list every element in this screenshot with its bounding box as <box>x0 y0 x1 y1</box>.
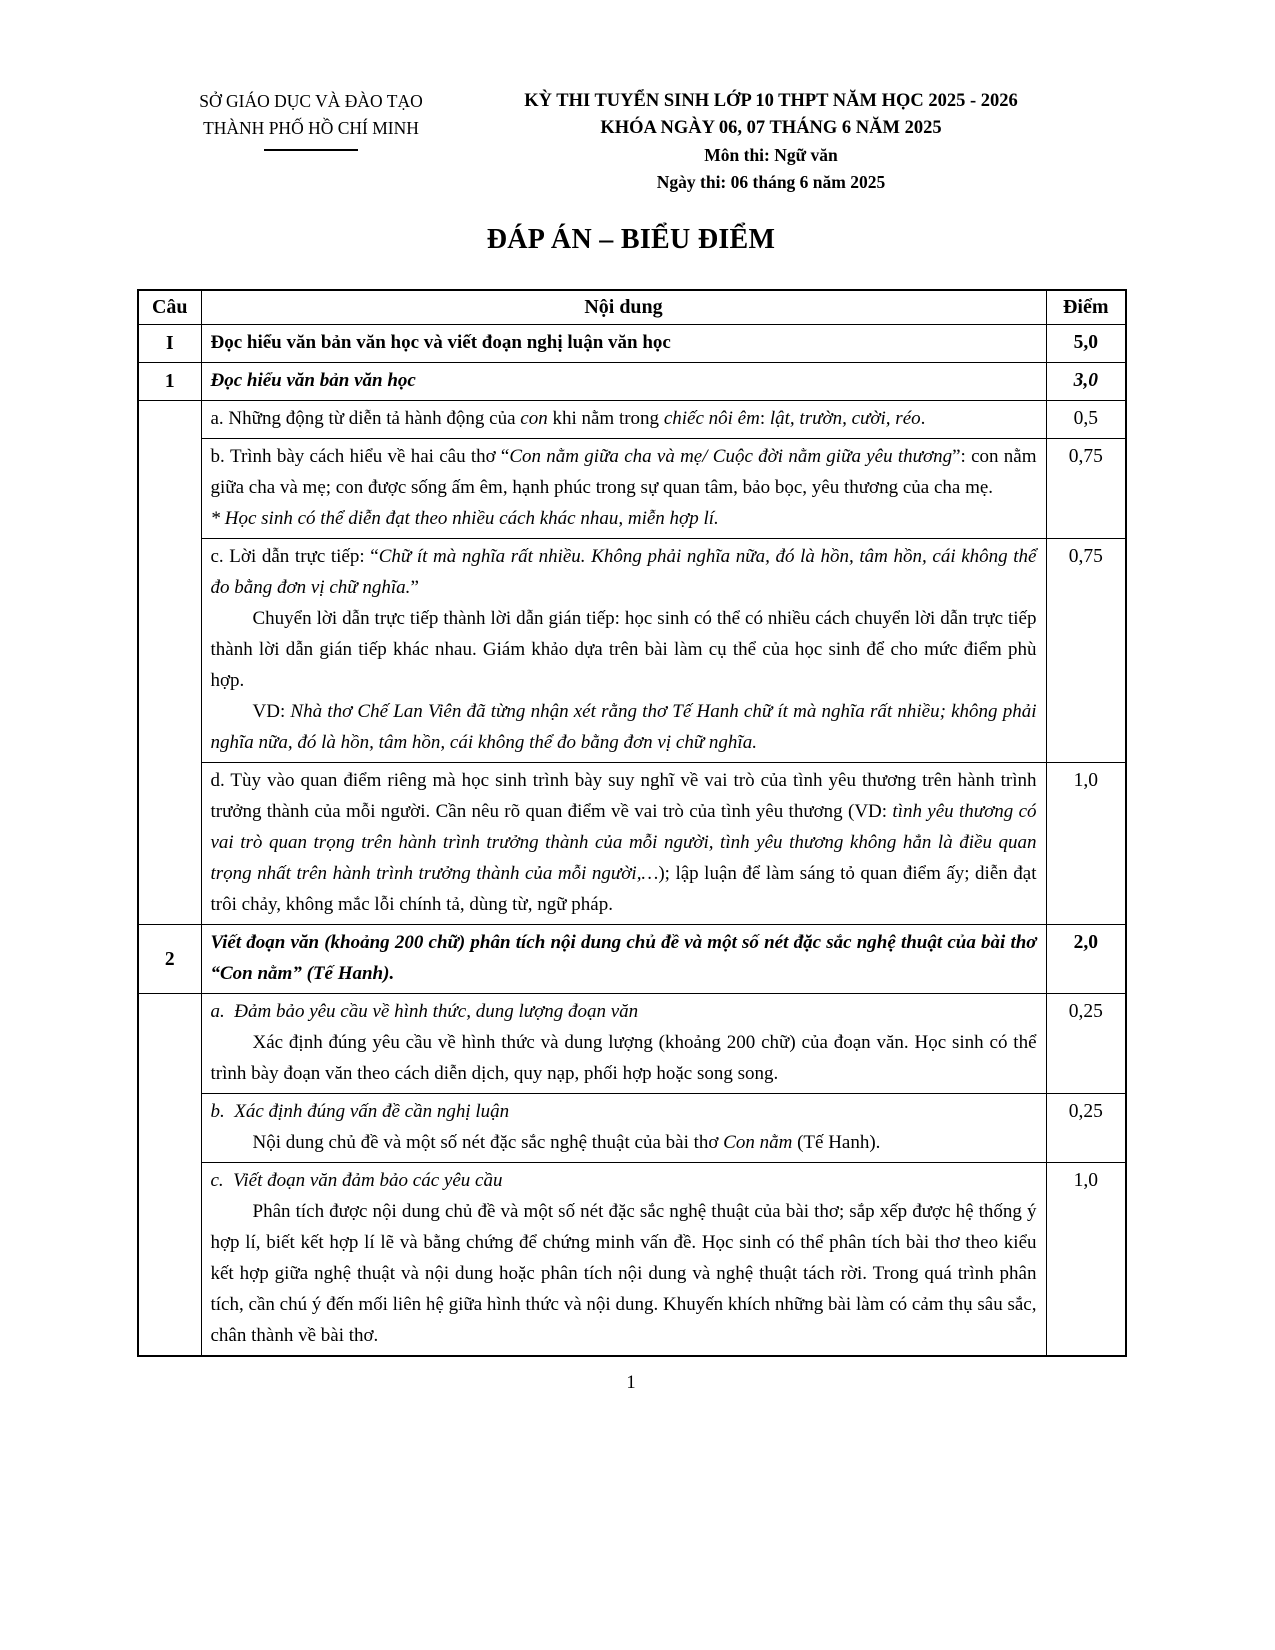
text-segment: Phân tích được nội dung chủ đề và một số nét đặc sắc nghệ thuật của bài thơ; sắp xếp được hệ thống ý hợp lí, biết kết hợp lí lẽ và bằng chứng để chứng minh vấn đề. Học sinh có thể phân tích bài thơ theo kiểu kết hợp giữa nghệ thuật và nội dung hoặc phân tích nội dung và nghệ thuật tách rời. Trong quá trình phân tích, cần chú ý đến mối liên hệ giữa hình thức và nội dung. Khuyến khích những bài làm có cảm thụ sâu sắc, chân thành về bài thơ. <box>210 1201 1037 1346</box>
content-paragraph <box>211 1027 1037 1089</box>
content-paragraph <box>211 765 1037 920</box>
page-number: 1 <box>626 1373 636 1393</box>
table-row <box>138 1094 1126 1163</box>
column-header-content: Nội dung <box>201 290 1046 325</box>
table-row <box>138 539 1126 763</box>
points-cell: 0,25 <box>1046 994 1126 1094</box>
text-segment: tình yêu thương có vai trò quan trọng trên hành trình trưởng thành của mỗi người, tình yêu thương không hẳn là điều quan trọng nhất trên hành trình trưởng thành của mỗi người,… <box>210 801 1037 884</box>
points-cell: 2,0 <box>1046 925 1126 994</box>
points-cell: 3,0 <box>1046 363 1126 401</box>
content-cell <box>201 925 1046 994</box>
text-segment: VD: <box>252 701 291 722</box>
text-segment: c. Viết đoạn văn đảm bảo các yêu cầu <box>210 1170 503 1191</box>
text-segment: Đọc hiểu văn bản văn học <box>210 370 416 391</box>
text-segment: Con nằm giữa cha và mẹ/ Cuộc đời nằm giữa yêu thương <box>509 446 953 467</box>
question-number-cell <box>138 994 201 1357</box>
question-number-cell: I <box>138 325 201 363</box>
text-segment: lật, trườn, cười, réo <box>769 408 921 429</box>
page-title: ĐÁP ÁN – BIỂU ĐIỂM <box>486 224 776 255</box>
content-cell <box>201 401 1046 439</box>
content-paragraph <box>211 327 1037 358</box>
question-number-cell: 2 <box>138 925 201 994</box>
content-paragraph <box>211 996 1037 1027</box>
text-segment: ”: con nằm giữa cha và mẹ; con được sống ấm êm, hạnh phúc trong sự quan tâm, bảo bọc, yêu thương của cha mẹ. <box>210 446 1037 498</box>
question-number-cell <box>138 401 201 925</box>
exam-date-line: Ngày thi: 06 tháng 6 năm 2025 <box>656 172 886 192</box>
text-segment: chiếc nôi êm <box>663 408 760 429</box>
content-cell <box>201 1163 1046 1357</box>
points-cell: 0,25 <box>1046 1094 1126 1163</box>
table-row <box>138 325 1126 363</box>
content-cell <box>201 1094 1046 1163</box>
points-cell: 0,75 <box>1046 539 1126 763</box>
exam-session-line: KHÓA NGÀY 06, 07 THÁNG 6 NĂM 2025 <box>600 118 942 138</box>
answer-key-table <box>137 289 1127 1357</box>
text-segment: : <box>759 408 770 429</box>
points-cell: 0,5 <box>1046 401 1126 439</box>
exam-subject-line: Môn thi: Ngữ văn <box>704 145 838 165</box>
text-segment: con <box>520 408 548 429</box>
answer-table-body <box>138 325 1126 1357</box>
content-paragraph <box>211 503 1037 534</box>
content-paragraph <box>211 441 1037 503</box>
content-cell <box>201 363 1046 401</box>
text-segment: . <box>920 408 926 429</box>
table-row <box>138 1163 1126 1357</box>
table-row <box>138 439 1126 539</box>
text-segment: * Học sinh có thể diễn đạt theo nhiều cách khác nhau, miễn hợp lí. <box>210 508 719 529</box>
text-segment: b. Xác định đúng vấn đề cần nghị luận <box>210 1101 510 1122</box>
text-segment: Con nằm <box>723 1132 793 1153</box>
content-paragraph <box>211 541 1037 603</box>
question-number-cell: 1 <box>138 363 201 401</box>
table-row <box>138 925 1126 994</box>
text-segment: Nhà thơ Chế Lan Viên đã từng nhận xét rằng thơ Tế Hanh chữ ít mà nghĩa rất nhiều; không phải nghĩa nữa, đó là hồn, tâm hồn, cái không thể đo bằng đơn vị chữ nghĩa. <box>210 701 1037 753</box>
table-row <box>138 363 1126 401</box>
content-paragraph <box>211 1165 1037 1196</box>
content-paragraph <box>211 365 1037 396</box>
content-cell <box>201 539 1046 763</box>
content-paragraph <box>211 1096 1037 1127</box>
content-paragraph <box>211 696 1037 758</box>
points-cell: 0,75 <box>1046 439 1126 539</box>
text-segment: ” <box>410 577 419 598</box>
column-header-points: Điểm <box>1046 290 1126 325</box>
issuing-authority-block <box>137 88 485 151</box>
table-row <box>138 763 1126 925</box>
text-segment: Chữ ít mà nghĩa rất nhiều. Không phải nghĩa nữa, đó là hồn, tâm hồn, cái không thể đo bằng đơn vị chữ nghĩa. <box>210 546 1037 598</box>
table-row <box>138 401 1126 439</box>
header-underline <box>264 149 358 151</box>
document-header <box>137 88 1125 196</box>
content-paragraph <box>211 403 1037 434</box>
content-cell <box>201 439 1046 539</box>
content-paragraph <box>211 603 1037 696</box>
content-cell <box>201 325 1046 363</box>
text-segment: Chuyển lời dẫn trực tiếp thành lời dẫn gián tiếp: học sinh có thể có nhiều cách chuyển lời dẫn trực tiếp thành lời dẫn gián tiếp khác nhau. Giám khảo dựa trên bài làm cụ thể của học sinh để cho mức điểm phù hợp. <box>210 608 1037 691</box>
points-cell: 5,0 <box>1046 325 1126 363</box>
table-row <box>138 994 1126 1094</box>
text-segment: ); lập luận để làm sáng tỏ quan điểm ấy; diễn đạt trôi chảy, không mắc lỗi chính tả, dùng từ, ngữ pháp. <box>210 863 1037 915</box>
content-paragraph <box>211 1196 1037 1351</box>
column-header-question: Câu <box>138 290 201 325</box>
text-segment: Nội dung chủ đề và một số nét đặc sắc nghệ thuật của bài thơ <box>252 1132 724 1153</box>
text-segment: a. Đảm bảo yêu cầu về hình thức, dung lượng đoạn văn <box>210 1001 639 1022</box>
content-paragraph <box>211 927 1037 989</box>
exam-info-block <box>485 88 1057 196</box>
points-cell: 1,0 <box>1046 763 1126 925</box>
text-segment: b. Trình bày cách hiểu về hai câu thơ “ <box>210 446 510 467</box>
table-header-row <box>138 290 1126 325</box>
authority-line-1: SỞ GIÁO DỤC VÀ ĐÀO TẠO <box>199 91 423 111</box>
text-segment: c. Lời dẫn trực tiếp: “ <box>210 546 379 567</box>
text-segment: Đọc hiểu văn bản văn học và viết đoạn nghị luận văn học <box>210 332 671 353</box>
exam-title-line: KỲ THI TUYỂN SINH LỚP 10 THPT NĂM HỌC 2025 - 2026 <box>524 91 1018 111</box>
text-segment: a. Những động từ diễn tả hành động của <box>210 408 521 429</box>
content-cell <box>201 994 1046 1094</box>
text-segment: Xác định đúng yêu cầu về hình thức và dung lượng (khoảng 200 chữ) của đoạn văn. Học sinh có thể trình bày đoạn văn theo cách diễn dịch, quy nạp, phối hợp hoặc song song. <box>210 1032 1037 1084</box>
text-segment: d. Tùy vào quan điểm riêng mà học sinh trình bày suy nghĩ về vai trò của tình yêu thương trên hành trình trưởng thành của mỗi người. Cần nêu rõ quan điểm về vai trò của tình yêu thương (VD: <box>210 770 1037 822</box>
points-cell: 1,0 <box>1046 1163 1126 1357</box>
text-segment: Viết đoạn văn (khoảng 200 chữ) phân tích nội dung chủ đề và một số nét đặc sắc nghệ thuật của bài thơ “Con nằm” (Tế Hanh). <box>210 932 1037 984</box>
content-paragraph <box>211 1127 1037 1158</box>
text-segment: khi nằm trong <box>547 408 664 429</box>
authority-line-2: THÀNH PHỐ HỒ CHÍ MINH <box>203 118 419 138</box>
text-segment: (Tế Hanh). <box>792 1132 881 1153</box>
content-cell <box>201 763 1046 925</box>
